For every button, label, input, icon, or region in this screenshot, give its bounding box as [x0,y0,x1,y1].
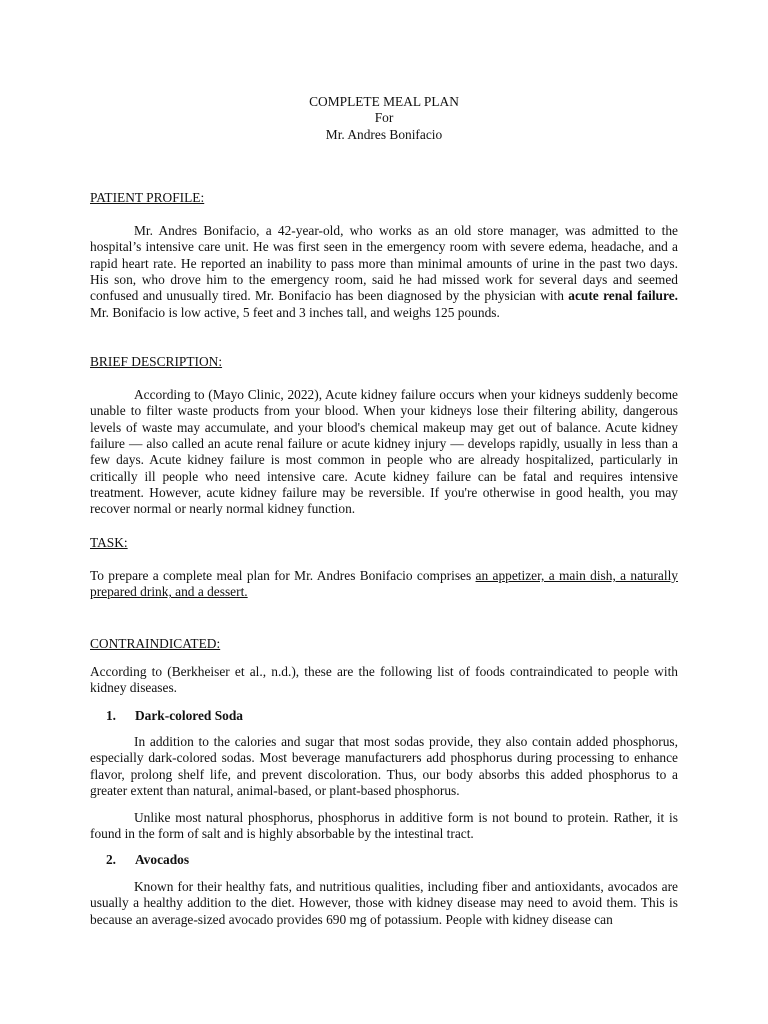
brief-description-heading: BRIEF DESCRIPTION: [90,354,223,369]
contraindicated-intro-section [90,664,678,697]
list-item-number: 2. [105,852,116,867]
list-item-paragraph: Unlike most natural phosphorus, phosphorus in additive form is not bound to protein. Rather, it is found in the form of salt and is highly absorbable by the intestinal tract. [90,810,678,842]
list-item-title: Dark-colored Soda [135,708,243,723]
task-components-underlined: an appetizer, a main dish, a naturally prepared drink, and a dessert. [90,568,679,600]
task-section [90,568,678,601]
list-item [90,708,678,724]
contraindicated-heading-wrap [90,636,678,652]
brief-description-heading-wrap [90,354,678,370]
list-item-header [90,708,678,724]
profile-text-end: Mr. Bonifacio is low active, 5 feet and 3 inches tall, and weighs 125 pounds. [90,304,500,320]
list-item-body [90,810,678,843]
task-heading-wrap [90,535,678,551]
document-title [0,94,768,143]
title-line-1: COMPLETE MEAL PLAN [309,94,459,109]
contraindicated-intro: According to (Berkheiser et al., n.d.), these are the following list of foods contraindicated to people with kidney diseases. [90,664,678,696]
list-item [90,852,678,868]
brief-description-section [90,387,678,518]
list-item-body [90,734,678,799]
contraindicated-heading: CONTRAINDICATED: [90,636,221,651]
list-item-paragraph: Known for their healthy fats, and nutritious qualities, including fiber and antioxidants, avocados are usually a healthy addition to the diet. However, those with kidney disease may need to avoid them. This is because an average-sized avocado provides 690 mg of potassium. People with kidney disease can [90,879,678,927]
list-item-number: 1. [105,708,116,723]
task-text: To prepare a complete meal plan for Mr. Andres Bonifacio comprises [90,568,476,583]
patient-profile-heading: PATIENT PROFILE: [90,190,205,205]
title-line-2: For [374,110,394,126]
task-heading: TASK: [90,535,128,550]
list-item-title: Avocados [135,852,190,867]
patient-profile-paragraph [90,223,678,321]
profile-text-start: Mr. Andres Bonifacio, a 42-year-old, who works as an old store manager, was admitted to the hospital’s intensive care unit. He was first seen in the emergency room with severe edema, headache, and a rapid heart rate. He reported an inability to pass more than minimal amounts of urine in the past two days. His son, who drove him to the emergency room, said he had missed work for several days and seemed confused and unusually tired. Mr. Bonifacio has been diagnosed by the physician with [90,223,678,304]
patient-profile-section [90,223,678,321]
list-item-paragraph: In addition to the calories and sugar that most sodas provide, they also contain added phosphorus, especially dark-colored sodas. Most beverage manufacturers add phosphorus during processing to enhance flavor, prolong shelf life, and prevent discoloration. Thus, our body absorbs this added phosphorus to a greater extent than natural, animal-based, or plant-based phosphorus. [90,734,678,799]
diagnosis-bold: acute renal failure. [568,288,678,304]
list-item-header [90,852,678,868]
brief-description-paragraph: According to (Mayo Clinic, 2022), Acute kidney failure occurs when your kidneys suddenly become unable to filter waste products from your blood. When your kidneys lose their filtering ability, dangerous levels of waste may accumulate, and your blood's chemical makeup may get out of balance. Acute kidney failure — also called an acute renal failure or acute kidney injury — develops rapidly, usually in less than a few days. Acute kidney failure is most common in people who are already hospitalized, particularly in critically ill people who need intensive care. Acute kidney failure can be fatal and requires intensive treatment. However, acute kidney failure may be reversible. If you're otherwise in good health, you may recover normal or nearly normal kidney function. [90,387,678,517]
patient-profile-heading-wrap [90,190,678,206]
list-item-body [90,879,678,928]
title-line-3: Mr. Andres Bonifacio [325,126,443,142]
task-paragraph [90,568,678,601]
